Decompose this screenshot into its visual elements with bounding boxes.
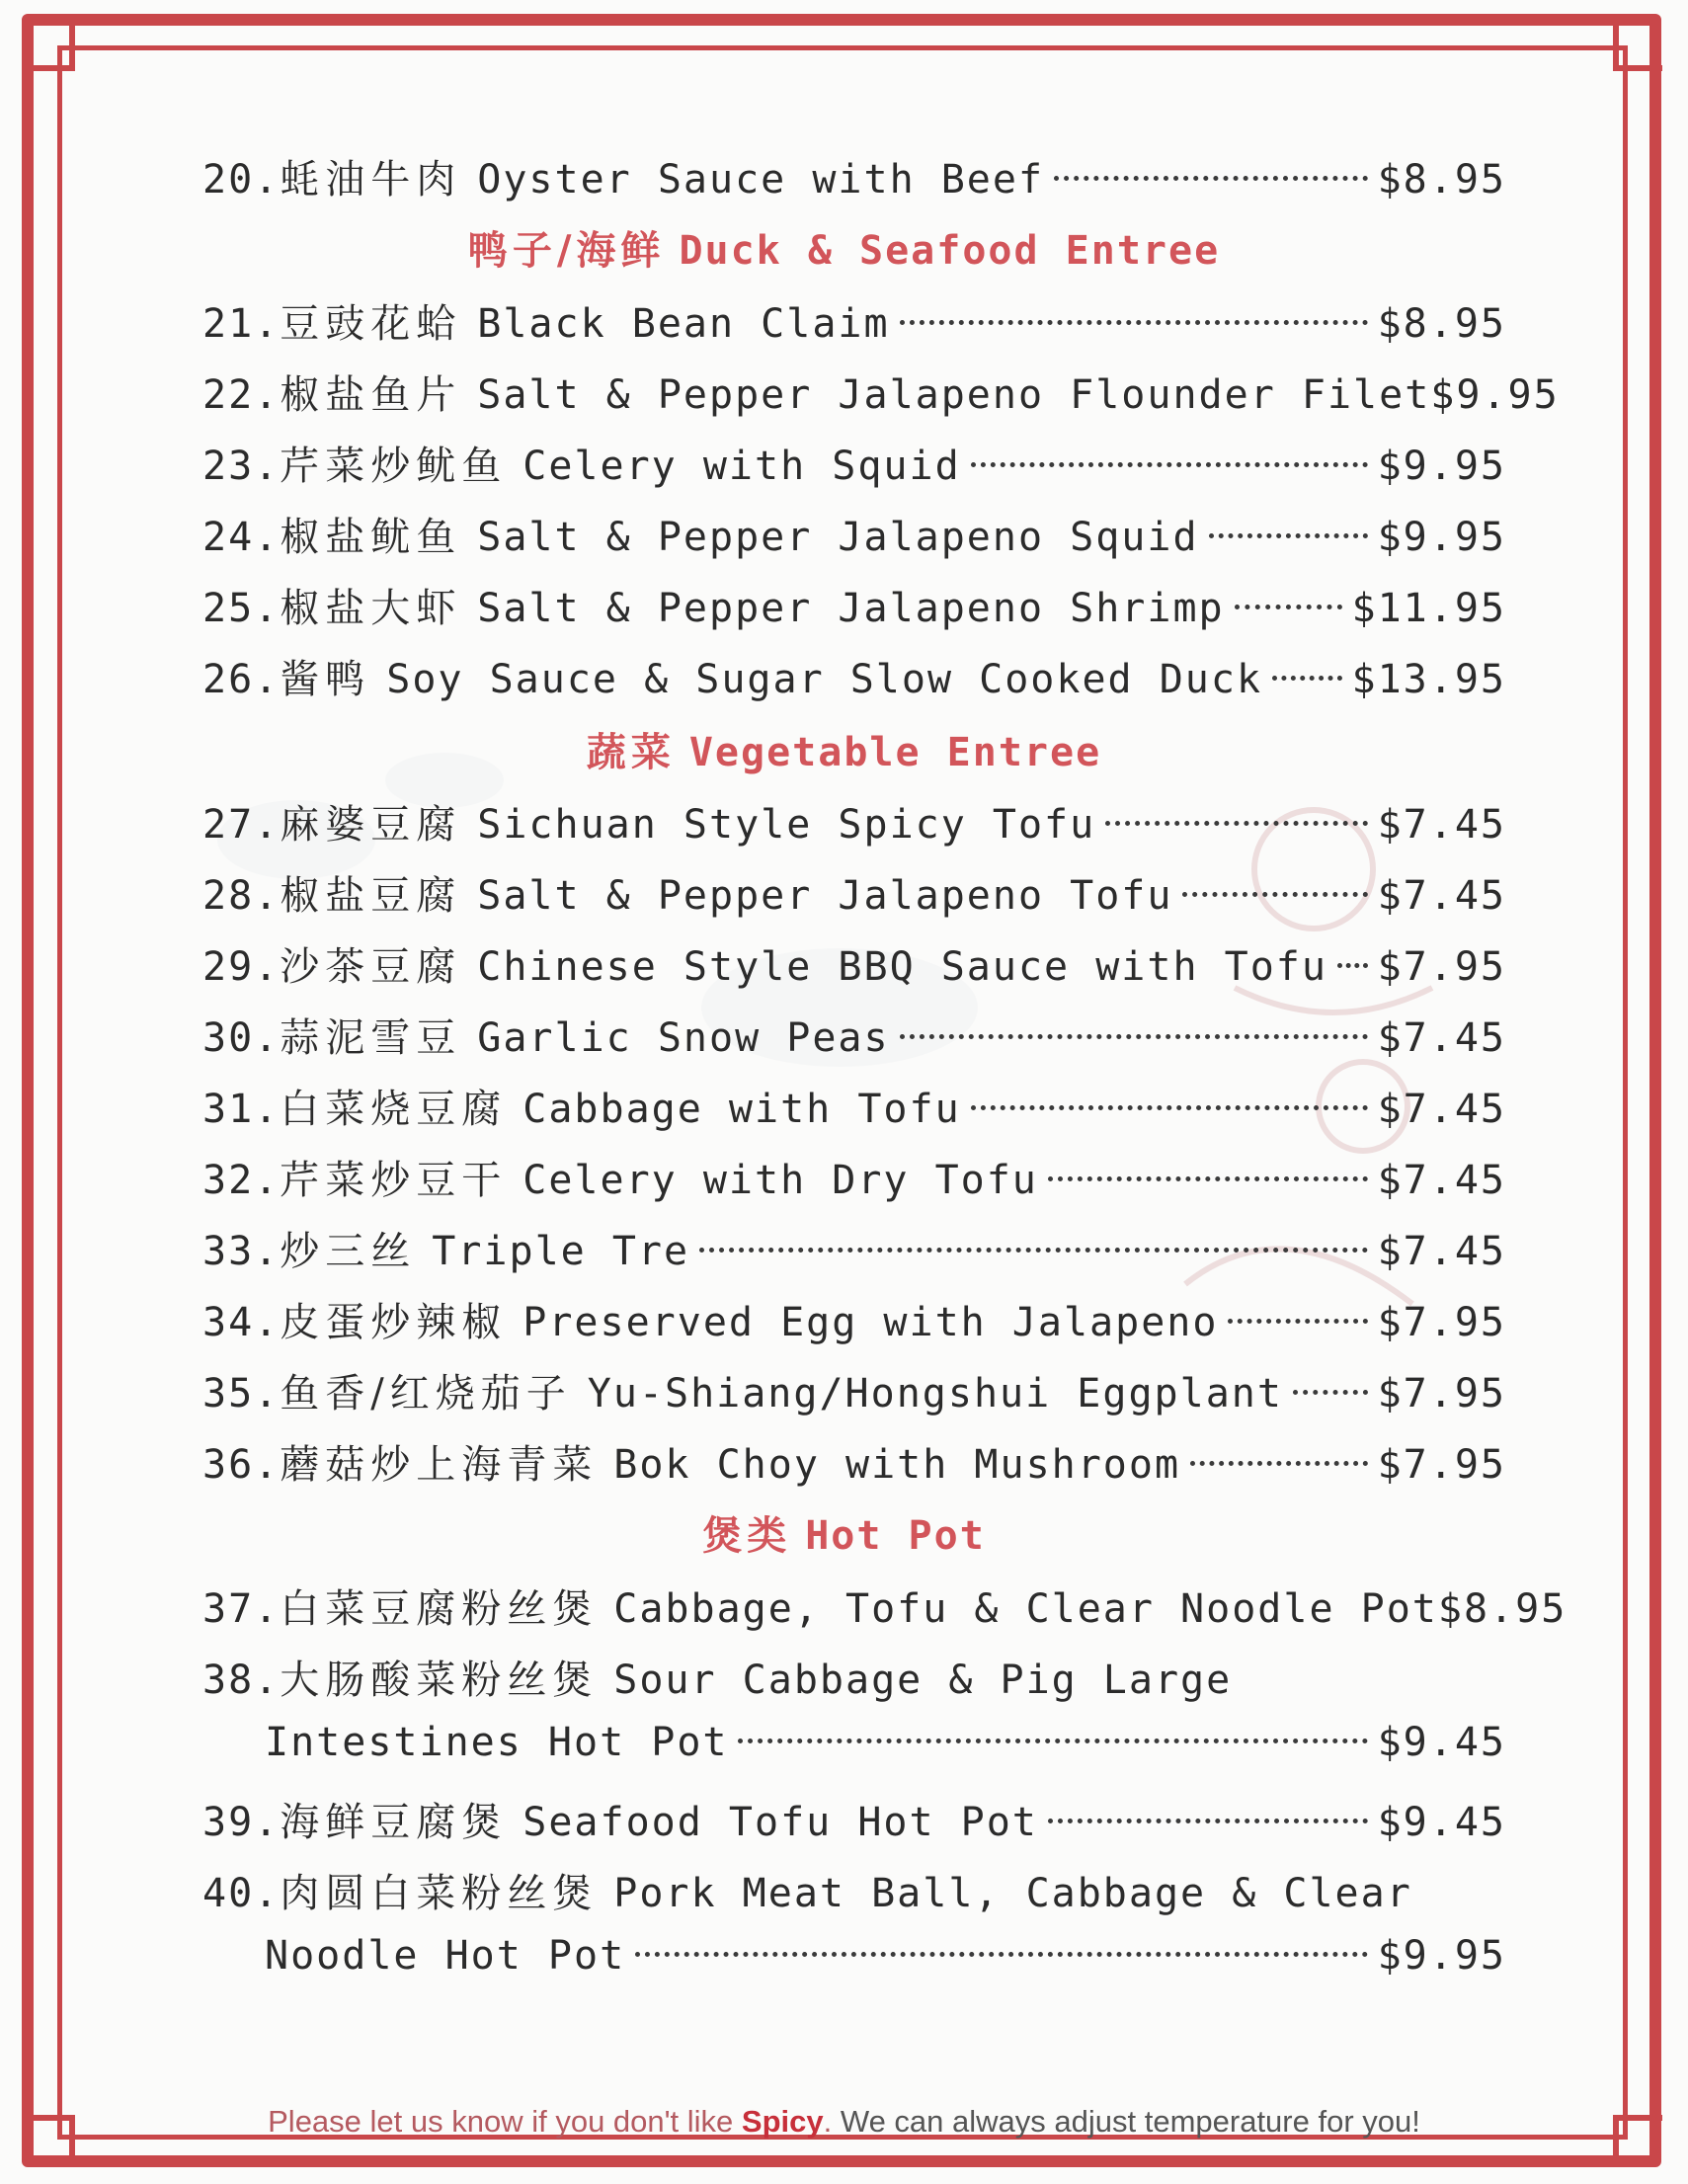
item-price: $9.45 xyxy=(1377,1800,1506,1845)
dot-leader xyxy=(900,1034,1368,1039)
item-number: 25. xyxy=(202,586,281,631)
item-english-name: Salt & Pepper Jalapeno Shrimp xyxy=(477,586,1225,631)
item-price: $8.95 xyxy=(1377,301,1506,347)
item-price: $7.45 xyxy=(1377,1015,1506,1061)
dot-leader xyxy=(1190,1461,1368,1466)
menu-item-continuation xyxy=(265,1720,1506,1779)
item-english-name: Triple Tre xyxy=(432,1229,690,1274)
section-heading-duck-seafood xyxy=(0,219,1688,276)
item-chinese-name: 蘑菇炒上海青菜 xyxy=(280,1442,599,1488)
item-price: $7.95 xyxy=(1377,1300,1506,1345)
item-english-name: Chinese Style BBQ Sauce with Tofu xyxy=(477,944,1327,990)
item-chinese-name: 椒盐鱿鱼 xyxy=(280,515,462,560)
item-chinese-name: 酱鸭 xyxy=(280,657,371,702)
section-english-title: Duck & Seafood Entree xyxy=(679,228,1221,274)
section-chinese-title: 鸭子/海鲜 xyxy=(467,227,666,274)
item-number: 37. xyxy=(202,1586,281,1632)
menu-item xyxy=(202,648,1506,707)
item-english-name: Soy Sauce & Sugar Slow Cooked Duck xyxy=(386,657,1263,702)
item-price: $7.45 xyxy=(1377,802,1506,848)
item-price: $11.95 xyxy=(1351,586,1506,631)
menu-item xyxy=(202,577,1506,636)
item-chinese-name: 麻婆豆腐 xyxy=(280,802,462,848)
item-price: $9.45 xyxy=(1377,1720,1506,1765)
item-english-name-continued: Intestines Hot Pot xyxy=(265,1720,729,1765)
item-number: 24. xyxy=(202,515,281,560)
item-chinese-name: 炒三丝 xyxy=(280,1229,417,1274)
item-number: 33. xyxy=(202,1229,281,1274)
item-chinese-name: 白菜豆腐粉丝煲 xyxy=(280,1586,599,1632)
item-price: $8.95 xyxy=(1437,1586,1567,1632)
item-price: $9.95 xyxy=(1430,372,1560,418)
menu-item xyxy=(202,1433,1506,1493)
item-english-name: Bok Choy with Mushroom xyxy=(613,1442,1181,1488)
item-chinese-name: 皮蛋炒辣椒 xyxy=(280,1300,508,1345)
item-chinese-name: 芹菜炒鱿鱼 xyxy=(280,444,508,489)
item-price: $8.95 xyxy=(1377,157,1506,202)
item-number: 23. xyxy=(202,444,281,489)
menu-item xyxy=(202,1577,1567,1637)
corner-ornament xyxy=(1613,22,1662,71)
item-english-name: Pork Meat Ball, Cabbage & Clear xyxy=(613,1871,1412,1916)
dot-leader xyxy=(1209,533,1368,538)
item-price: $9.95 xyxy=(1377,515,1506,560)
item-number: 30. xyxy=(202,1015,281,1061)
corner-ornament xyxy=(26,22,75,71)
item-chinese-name: 椒盐鱼片 xyxy=(280,372,462,418)
item-price: $7.45 xyxy=(1377,1229,1506,1274)
menu-item xyxy=(202,364,1560,423)
item-english-name-continued: Noodle Hot Pot xyxy=(265,1933,626,1979)
menu-item xyxy=(202,1007,1506,1066)
item-price: $7.45 xyxy=(1377,1158,1506,1203)
item-number: 26. xyxy=(202,657,281,702)
item-price: $7.45 xyxy=(1377,1087,1506,1132)
item-number: 20. xyxy=(202,157,281,202)
dot-leader xyxy=(1293,1390,1368,1395)
menu-item xyxy=(202,1220,1506,1279)
item-number: 27. xyxy=(202,802,281,848)
dot-leader xyxy=(900,320,1368,325)
section-heading-hot-pot xyxy=(0,1504,1688,1561)
item-chinese-name: 蒜泥雪豆 xyxy=(280,1015,462,1061)
item-chinese-name: 海鲜豆腐煲 xyxy=(280,1800,508,1845)
dot-leader xyxy=(1105,821,1367,826)
menu-item xyxy=(202,292,1506,352)
item-number: 28. xyxy=(202,873,281,919)
item-chinese-name: 芹菜炒豆干 xyxy=(280,1158,508,1203)
item-number: 34. xyxy=(202,1300,281,1345)
item-english-name: Oyster Sauce with Beef xyxy=(477,157,1045,202)
item-chinese-name: 肉圆白菜粉丝煲 xyxy=(280,1871,599,1916)
notice-lead-text: Please let us know if you don't like xyxy=(268,2104,742,2139)
menu-item xyxy=(202,1291,1506,1350)
item-number: 39. xyxy=(202,1800,281,1845)
section-english-title: Hot Pot xyxy=(805,1513,986,1559)
item-english-name: Sour Cabbage & Pig Large xyxy=(613,1658,1233,1703)
item-english-name: Celery with Dry Tofu xyxy=(522,1158,1038,1203)
item-price: $7.95 xyxy=(1377,1371,1506,1416)
item-number: 21. xyxy=(202,301,281,347)
dot-leader xyxy=(1272,676,1341,681)
dot-leader xyxy=(1182,892,1367,897)
menu-item xyxy=(202,1149,1506,1208)
item-chinese-name: 豆豉花蛤 xyxy=(280,301,462,347)
item-chinese-name: 鱼香/红烧茄子 xyxy=(280,1371,572,1416)
item-number: 22. xyxy=(202,372,281,418)
dot-leader xyxy=(971,1105,1368,1110)
item-english-name: Cabbage with Tofu xyxy=(522,1087,961,1132)
item-english-name: Preserved Egg with Jalapeno xyxy=(522,1300,1219,1345)
dot-leader xyxy=(1048,1819,1368,1823)
item-number: 35. xyxy=(202,1371,281,1416)
menu-item xyxy=(202,435,1506,494)
menu-item xyxy=(202,935,1506,995)
item-price: $7.95 xyxy=(1377,944,1506,990)
item-number: 38. xyxy=(202,1658,281,1703)
item-number: 31. xyxy=(202,1087,281,1132)
notice-rest-text: We can always adjust temperature for you! xyxy=(840,2104,1420,2139)
menu-item-continuation xyxy=(265,1933,1506,1992)
item-price: $9.95 xyxy=(1377,1933,1506,1979)
section-english-title: Vegetable Entree xyxy=(688,730,1102,775)
item-english-name: Garlic Snow Peas xyxy=(477,1015,890,1061)
item-english-name: Salt & Pepper Jalapeno Squid xyxy=(477,515,1199,560)
menu-item xyxy=(202,1862,1506,1921)
menu-item xyxy=(202,793,1506,852)
item-number: 36. xyxy=(202,1442,281,1488)
item-english-name: Yu-Shiang/Hongshui Eggplant xyxy=(587,1371,1283,1416)
item-price: $7.45 xyxy=(1377,873,1506,919)
item-english-name: Sichuan Style Spicy Tofu xyxy=(477,802,1096,848)
item-english-name: Cabbage, Tofu & Clear Noodle Pot xyxy=(613,1586,1438,1632)
item-chinese-name: 椒盐豆腐 xyxy=(280,873,462,919)
dot-leader xyxy=(1228,1319,1367,1324)
menu-item xyxy=(202,1078,1506,1137)
dot-leader xyxy=(1337,963,1368,968)
item-chinese-name: 大肠酸菜粉丝煲 xyxy=(280,1658,599,1703)
item-chinese-name: 蚝油牛肉 xyxy=(280,157,462,202)
item-english-name: Black Bean Claim xyxy=(477,301,890,347)
item-chinese-name: 白菜烧豆腐 xyxy=(280,1087,508,1132)
notice-period: . xyxy=(823,2104,841,2139)
item-english-name: Celery with Squid xyxy=(522,444,961,489)
section-heading-vegetable xyxy=(0,721,1688,777)
item-english-name: Salt & Pepper Jalapeno Tofu xyxy=(477,873,1173,919)
item-price: $7.95 xyxy=(1377,1442,1506,1488)
dot-leader xyxy=(699,1248,1368,1253)
item-english-name: Seafood Tofu Hot Pot xyxy=(522,1800,1038,1845)
menu-item xyxy=(202,864,1506,924)
section-chinese-title: 蔬菜 xyxy=(586,729,676,775)
notice-spicy-word: Spicy xyxy=(741,2104,824,2139)
item-english-name: Salt & Pepper Jalapeno Flounder Filet xyxy=(477,372,1431,418)
dot-leader xyxy=(738,1739,1367,1743)
item-number: 29. xyxy=(202,944,281,990)
item-price: $9.95 xyxy=(1377,444,1506,489)
menu-item xyxy=(202,1649,1506,1708)
menu-item xyxy=(202,148,1506,207)
section-chinese-title: 煲类 xyxy=(702,1512,792,1559)
item-number: 40. xyxy=(202,1871,281,1916)
item-chinese-name: 椒盐大虾 xyxy=(280,586,462,631)
dot-leader xyxy=(1054,176,1368,181)
spicy-notice xyxy=(0,2104,1688,2140)
menu-item xyxy=(202,1791,1506,1850)
dot-leader xyxy=(1235,605,1342,609)
item-price: $13.95 xyxy=(1351,657,1506,702)
dot-leader xyxy=(1048,1176,1368,1181)
menu-item xyxy=(202,506,1506,565)
dot-leader xyxy=(635,1952,1367,1957)
dot-leader xyxy=(971,462,1368,467)
item-chinese-name: 沙茶豆腐 xyxy=(280,944,462,990)
item-number: 32. xyxy=(202,1158,281,1203)
menu-item xyxy=(202,1362,1506,1421)
